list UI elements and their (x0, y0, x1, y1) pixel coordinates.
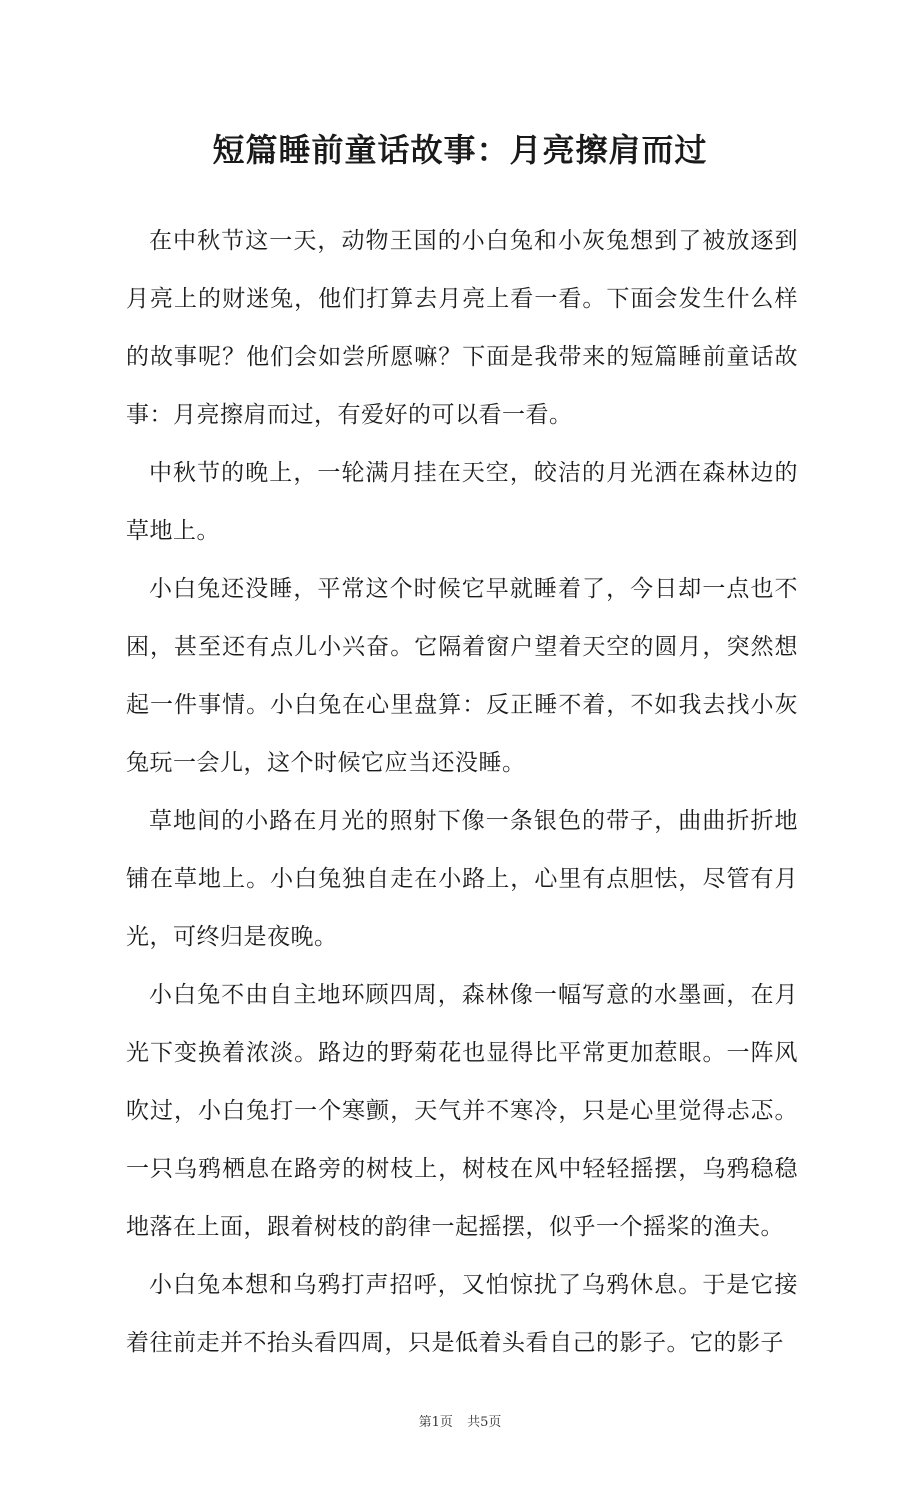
document-title: 短篇睡前童话故事：月亮擦肩而过 (212, 131, 708, 169)
paragraph: 草地间的小路在月光的照射下像一条银色的带子，曲曲折折地铺在草地上。小白兔独自走在小路上，心里有点胆怯，尽管有月光，可终归是夜晚。 (126, 808, 798, 950)
paragraph: 在中秋节这一天，动物王国的小白兔和小灰兔想到了被放逐到月亮上的财迷兔，他们打算去月亮上看一看。下面会发生什么样的故事呢？他们会如尝所愿嘛？下面是我带来的短篇睡前童话故事：月亮擦肩而过，有爱好的可以看一看。 (126, 228, 798, 428)
paragraph: 小白兔还没睡，平常这个时候它早就睡着了，今日却一点也不困，甚至还有点儿小兴奋。它隔着窗户望着天空的圆月，突然想起一件事情。小白兔在心里盘算：反正睡不着，不如我去找小灰兔玩一会儿，这个时候它应当还没睡。 (126, 576, 798, 776)
page-total: 共5页 (467, 1415, 502, 1430)
document-body (126, 212, 798, 1372)
paragraph: 小白兔本想和乌鸦打声招呼，又怕惊扰了乌鸦休息。于是它接着往前走并不抬头看四周，只是低着头看自己的影子。它的影子 (126, 1272, 798, 1356)
page-footer (0, 1413, 920, 1433)
paragraph: 小白兔不由自主地环顾四周，森林像一幅写意的水墨画，在月光下变换着浓淡。路边的野菊花也显得比平常更加惹眼。一阵风吹过，小白兔打一个寒颤，天气并不寒冷，只是心里觉得忐忑。一只乌鸦栖息在路旁的树枝上，树枝在风中轻轻摇摆，乌鸦稳稳地落在上面，跟着树枝的韵律一起摇摆，似乎一个摇桨的渔夫。 (126, 982, 798, 1240)
page-number: 第1页 (418, 1415, 453, 1430)
paragraph: 中秋节的晚上，一轮满月挂在天空，皎洁的月光洒在森林边的草地上。 (126, 460, 798, 544)
